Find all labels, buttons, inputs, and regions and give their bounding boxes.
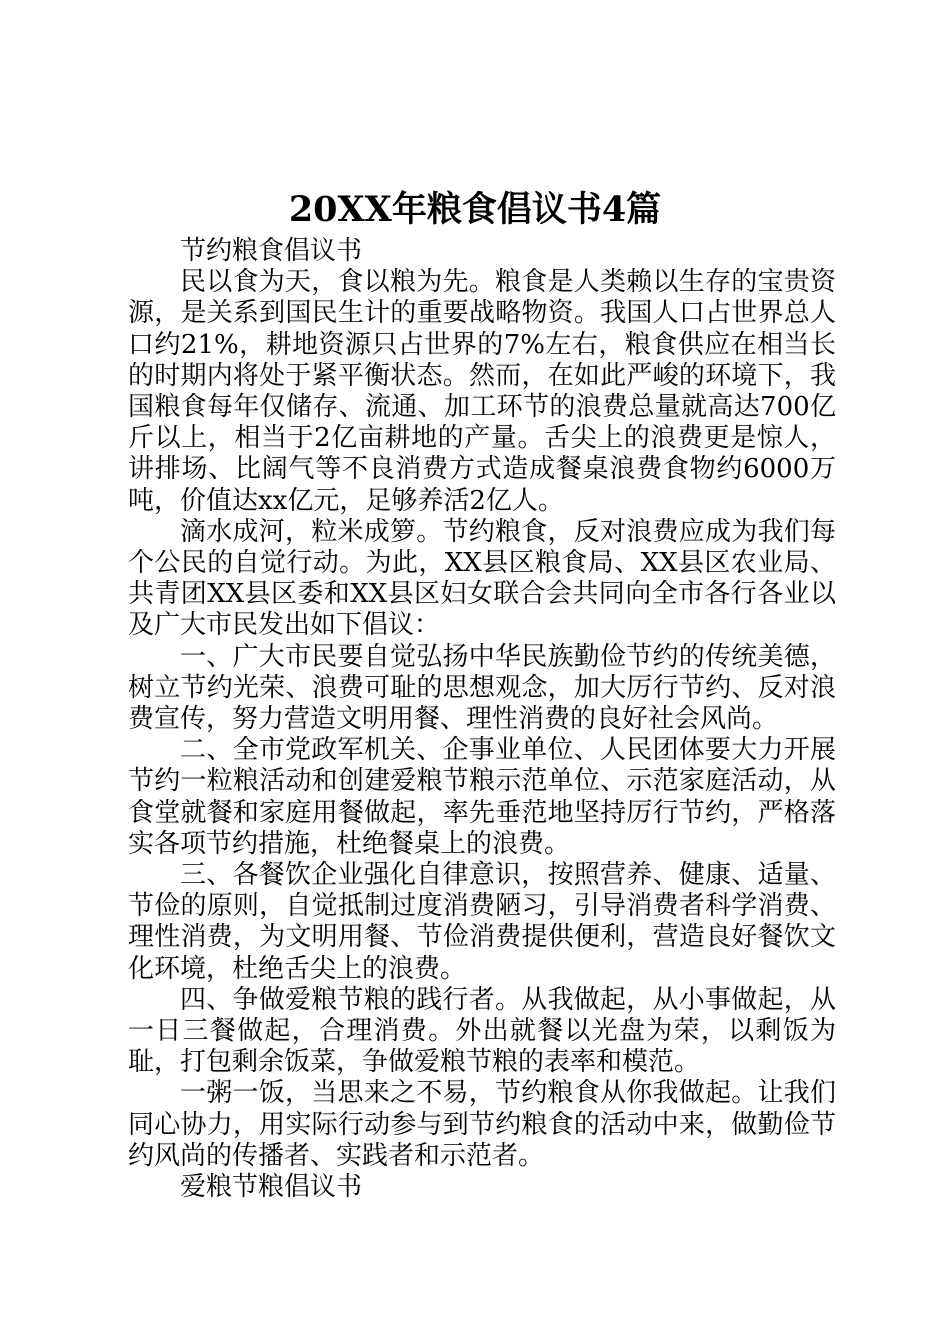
paragraph-item-1: 一、广大市民要自觉弘扬中华民族勤俭节约的传统美德，树立节约光荣、浪费可耻的思想观念，加大厉行节约、反对浪费宣传，努力营造文明用餐、理性消费的良好社会风尚。 xyxy=(128,641,836,735)
document-body xyxy=(128,236,836,1203)
paragraph-item-3: 三、各餐饮企业强化自律意识，按照营养、健康、适量、节俭的原则，自觉抵制过度消费陋习，引导消费者科学消费、理性消费，为文明用餐、节俭消费提供便利，营造良好餐饮文化环境，杜绝舌尖上的浪费。 xyxy=(128,860,836,984)
paragraph-call: 滴水成河，粒米成箩。节约粮食，反对浪费应成为我们每个公民的自觉行动。为此，XX县区粮食局、XX县区农业局、共青团XX县区委和XX县区妇女联合会共同向全市各行各业以及广大市民发出如下倡议： xyxy=(128,516,836,641)
document-title: 20XX年粮食倡议书4篇 xyxy=(288,189,662,230)
paragraph-item-4: 四、争做爱粮节粮的践行者。从我做起，从小事做起，从一日三餐做起，合理消费。外出就餐以光盘为荣，以剩饭为耻，打包剩余饭菜，争做爱粮节粮的表率和模范。 xyxy=(128,984,836,1078)
paragraph-item-2: 二、全市党政军机关、企事业单位、人民团体要大力开展节约一粒粮活动和创建爱粮节粮示范单位、示范家庭活动，从食堂就餐和家庭用餐做起，率先垂范地坚持厉行节约，严格落实各项节约措施，杜绝餐桌上的浪费。 xyxy=(128,735,836,859)
paragraph-intro: 民以食为天，食以粮为先。粮食是人类赖以生存的宝贵资源，是关系到国民生计的重要战略物资。我国人口占世界总人口约21%，耕地资源只占世界的7%左右，粮食供应在相当长的时期内将处于紧平衡状态。然而，在如此严峻的环境下，我国粮食每年仅储存、流通、加工环节的浪费总量就高达700亿斤以上，相当于2亿亩耕地的产量。舌尖上的浪费更是惊人，讲排场、比阔气等不良消费方式造成餐桌浪费食物约6000万吨，价值达xx亿元，足够养活2亿人。 xyxy=(128,267,836,516)
section-heading-1: 节约粮食倡议书 xyxy=(180,236,363,266)
section-heading-2: 爱粮节粮倡议书 xyxy=(180,1172,363,1203)
paragraph-closing: 一粥一饭，当思来之不易，节约粮食从你我做起。让我们同心协力，用实际行动参与到节约粮食的活动中来，做勤俭节约风尚的传播者、实践者和示范者。 xyxy=(128,1078,836,1171)
